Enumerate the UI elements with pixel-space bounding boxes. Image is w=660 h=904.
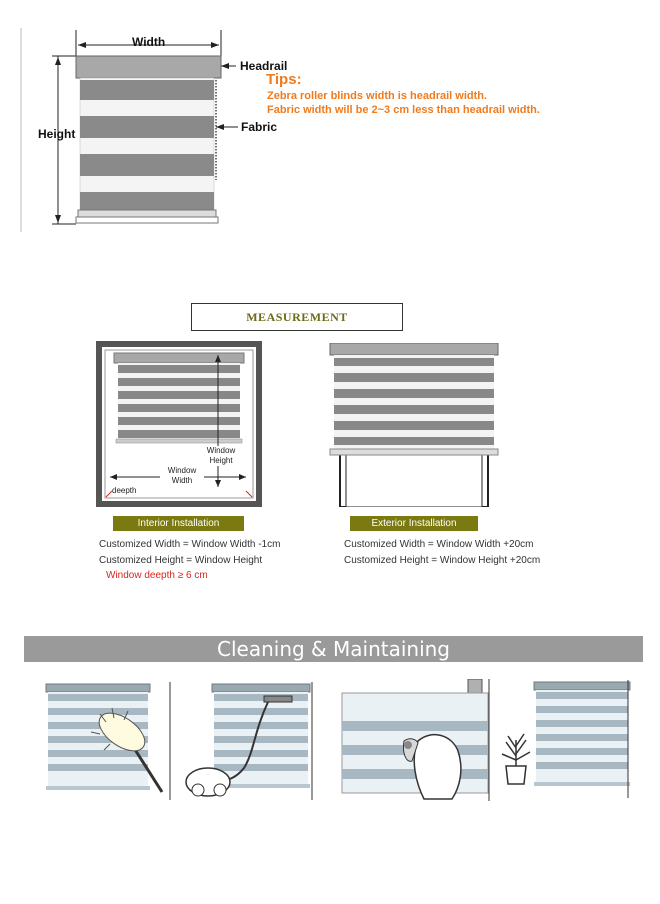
exterior-width-formula: Customized Width = Window Width +20cm	[344, 539, 534, 550]
exterior-installation-badge: Exterior Installation	[350, 516, 478, 531]
cloth-wipe-illustration	[340, 679, 490, 801]
top-diagram	[0, 0, 660, 240]
exterior-height-formula: Customized Height = Window Height +20cm	[344, 555, 541, 566]
interior-deepth-note: Window deepth ≥ 6 cm	[106, 570, 208, 581]
exterior-installation-drawing	[326, 343, 502, 507]
interior-height-formula: Customized Height = Window Height	[99, 555, 263, 566]
interior-width-formula: Customized Width = Window Width -1cm	[99, 539, 281, 550]
blind-dimension-drawing	[0, 0, 660, 240]
cleaning-banner: Cleaning & Maintaining	[24, 636, 643, 662]
height-label: Height	[38, 127, 76, 141]
tips-title: Tips:	[266, 71, 302, 88]
width-label: Width	[132, 35, 166, 49]
deepth-label: deepth	[112, 486, 137, 495]
tips-line-1: Zebra roller blinds width is headrail width.	[267, 90, 488, 102]
interior-installation-badge: Interior Installation	[113, 516, 244, 531]
tips-line-2: Fabric width will be 2~3 cm less than headrail width.	[267, 104, 540, 116]
vacuum-cleaning-illustration	[184, 682, 314, 800]
headrail-label: Headrail	[240, 59, 288, 73]
fabric-label: Fabric	[241, 120, 278, 134]
window-width-label: Window Width	[160, 466, 204, 486]
duster-cleaning-illustration	[26, 682, 172, 800]
measurement-title: MEASUREMENT	[191, 303, 403, 331]
window-height-label: Window Height	[200, 446, 242, 466]
plant-blind-illustration	[496, 680, 636, 798]
